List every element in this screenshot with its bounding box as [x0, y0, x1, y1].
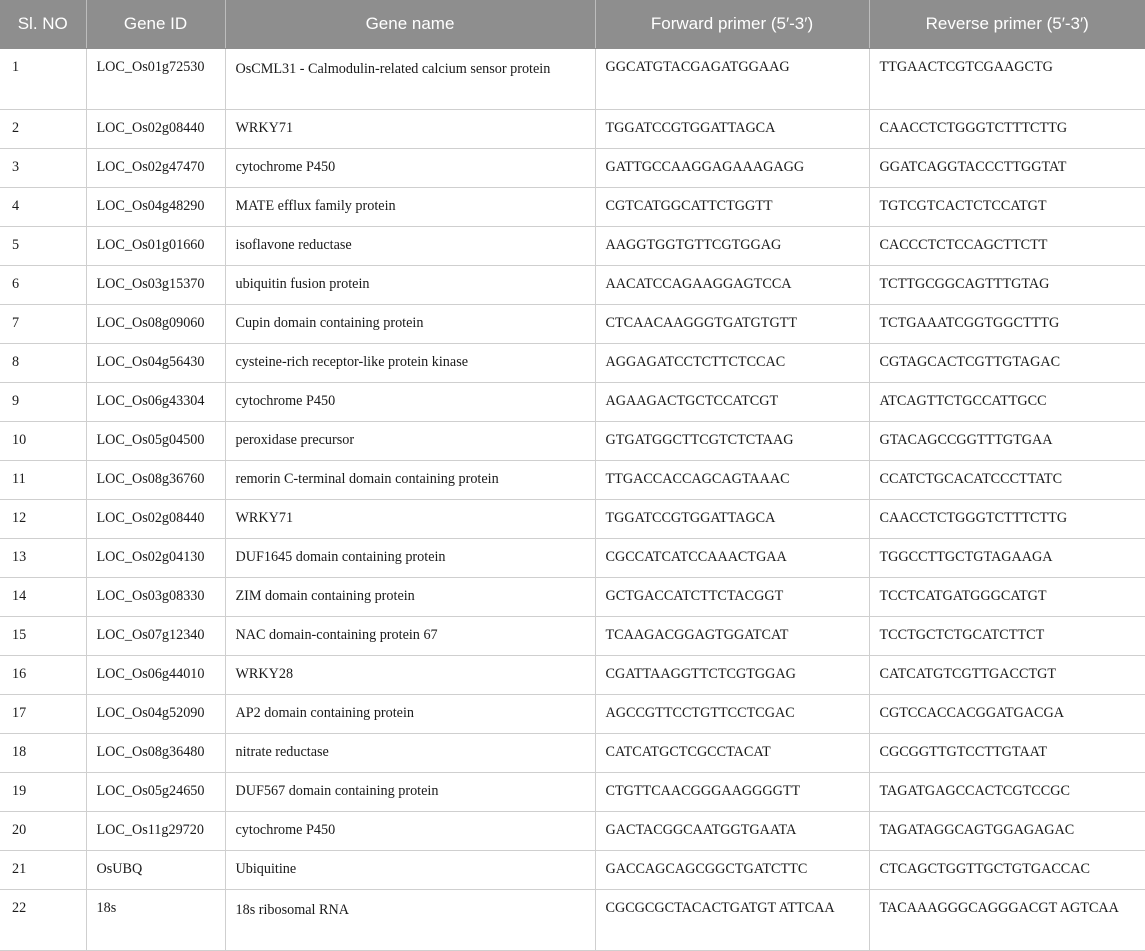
- gene-id-cell: [86, 578, 225, 617]
- reverse-primer-text: GGATCAGGTACCCTTGGTAT: [879, 159, 1067, 175]
- forward-primer-text: CATCATGCTCGCCTACAT: [605, 744, 771, 760]
- gene-id-text: LOC_Os03g15370: [96, 276, 205, 292]
- reverse-primer-cell: [869, 851, 1145, 890]
- gene-id-text: LOC_Os02g08440: [96, 510, 205, 526]
- gene-id-text: LOC_Os11g29720: [96, 822, 204, 838]
- reverse-primer-text: TGGCCTTGCTGTAGAAGA: [879, 549, 1053, 565]
- gene-name-text: ZIM domain containing protein: [235, 588, 415, 604]
- reverse-primer-cell: [869, 422, 1145, 461]
- forward-primer-text: TTGACCACCAGCAGTAAAC: [605, 471, 790, 487]
- sl-no-cell: [0, 890, 86, 951]
- forward-primer-cell: [595, 149, 869, 188]
- reverse-primer-text: ATCAGTTCTGCCATTGCC: [879, 393, 1047, 409]
- gene-name-text: NAC domain-containing protein 67: [235, 627, 438, 643]
- sl-no-text: 8: [12, 354, 20, 370]
- gene-id-cell: [86, 539, 225, 578]
- gene-id-cell: [86, 188, 225, 227]
- gene-id-text: LOC_Os01g01660: [96, 237, 205, 253]
- reverse-primer-cell: [869, 227, 1145, 266]
- gene-name-cell: [225, 461, 595, 500]
- gene-name-cell: [225, 617, 595, 656]
- reverse-primer-text: CGTCCACCACGGATGACGA: [879, 705, 1064, 721]
- forward-primer-cell: [595, 266, 869, 305]
- gene-name-cell: [225, 422, 595, 461]
- reverse-primer-cell: [869, 266, 1145, 305]
- reverse-primer-cell: [869, 305, 1145, 344]
- forward-primer-cell: [595, 890, 869, 951]
- sl-no-text: 20: [12, 822, 27, 838]
- reverse-primer-cell: [869, 344, 1145, 383]
- forward-primer-cell: [595, 734, 869, 773]
- table-row: [0, 773, 1145, 812]
- reverse-primer-cell: [869, 110, 1145, 149]
- reverse-primer-cell: [869, 49, 1145, 110]
- gene-name-text: ubiquitin fusion protein: [235, 276, 370, 292]
- reverse-primer-text: TAGATAGGCAGTGGAGAGAC: [879, 822, 1075, 838]
- gene-name-text: AP2 domain containing protein: [235, 705, 415, 721]
- sl-no-cell: [0, 383, 86, 422]
- gene-name-cell: [225, 851, 595, 890]
- forward-primer-text: GATTGCCAAGGAGAAAGAGG: [605, 159, 805, 175]
- gene-name-text: remorin C-terminal domain containing protein: [235, 471, 499, 487]
- table-row: [0, 851, 1145, 890]
- forward-primer-cell: [595, 49, 869, 110]
- forward-primer-text: AGAAGACTGCTCCATCGT: [605, 393, 779, 409]
- sl-no-cell: [0, 656, 86, 695]
- header-reverse-primer: Reverse primer (5′-3′): [869, 0, 1145, 49]
- sl-no-cell: [0, 344, 86, 383]
- sl-no-text: 13: [12, 549, 27, 565]
- gene-id-text: LOC_Os02g04130: [96, 549, 205, 565]
- forward-primer-text: AGGAGATCCTCTTCTCCAC: [605, 354, 786, 370]
- gene-id-text: LOC_Os06g44010: [96, 666, 205, 682]
- sl-no-cell: [0, 695, 86, 734]
- forward-primer-cell: [595, 851, 869, 890]
- forward-primer-text: TGGATCCGTGGATTAGCA: [605, 510, 776, 526]
- sl-no-cell: [0, 422, 86, 461]
- forward-primer-text: CTGTTCAACGGGAAGGGGTT: [605, 783, 801, 799]
- gene-id-cell: [86, 617, 225, 656]
- reverse-primer-text: CGCGGTTGTCCTTGTAAT: [879, 744, 1048, 760]
- reverse-primer-text: TCTTGCGGCAGTTTGTAG: [879, 276, 1050, 292]
- reverse-primer-text: CAACCTCTGGGTCTTTCTTG: [879, 120, 1068, 136]
- forward-primer-cell: [595, 656, 869, 695]
- gene-id-cell: [86, 500, 225, 539]
- gene-id-text: OsUBQ: [96, 861, 143, 877]
- gene-name-text: Cupin domain containing protein: [235, 315, 424, 331]
- gene-id-text: LOC_Os08g36480: [96, 744, 205, 760]
- sl-no-cell: [0, 773, 86, 812]
- reverse-primer-text: CATCATGTCGTTGACCTGT: [879, 666, 1057, 682]
- header-sl-no: Sl. NO: [0, 0, 86, 49]
- table-row: [0, 383, 1145, 422]
- gene-name-text: WRKY71: [235, 120, 294, 136]
- table-row: [0, 890, 1145, 951]
- gene-id-cell: [86, 383, 225, 422]
- reverse-primer-text: TCCTCATGATGGGCATGT: [879, 588, 1047, 604]
- gene-name-text: OsCML31 - Calmodulin-related calcium sensor protein: [235, 61, 551, 77]
- table-row: [0, 578, 1145, 617]
- sl-no-text: 19: [12, 783, 27, 799]
- reverse-primer-text: TGTCGTCACTCTCCATGT: [879, 198, 1047, 214]
- reverse-primer-cell: [869, 149, 1145, 188]
- table-row: [0, 812, 1145, 851]
- forward-primer-text: GACCAGCAGCGGCTGATCTTC: [605, 861, 808, 877]
- table-row: [0, 617, 1145, 656]
- sl-no-cell: [0, 188, 86, 227]
- forward-primer-cell: [595, 188, 869, 227]
- gene-name-text: WRKY28: [235, 666, 294, 682]
- gene-id-cell: [86, 461, 225, 500]
- gene-name-cell: [225, 578, 595, 617]
- gene-name-cell: [225, 734, 595, 773]
- gene-name-text: cytochrome P450: [235, 393, 336, 409]
- table-row: [0, 49, 1145, 110]
- reverse-primer-cell: [869, 500, 1145, 539]
- reverse-primer-cell: [869, 812, 1145, 851]
- reverse-primer-cell: [869, 617, 1145, 656]
- gene-name-cell: [225, 773, 595, 812]
- gene-id-cell: [86, 266, 225, 305]
- sl-no-cell: [0, 500, 86, 539]
- table-row: [0, 422, 1145, 461]
- gene-id-text: 18s: [96, 900, 117, 916]
- reverse-primer-text: CAACCTCTGGGTCTTTCTTG: [879, 510, 1068, 526]
- forward-primer-cell: [595, 110, 869, 149]
- forward-primer-text: CGCGCGCTACACTGATGT ATTCAA: [605, 900, 835, 916]
- table-row: [0, 539, 1145, 578]
- gene-id-cell: [86, 227, 225, 266]
- sl-no-cell: [0, 578, 86, 617]
- table-row: [0, 188, 1145, 227]
- gene-id-cell: [86, 773, 225, 812]
- gene-id-cell: [86, 695, 225, 734]
- sl-no-text: 14: [12, 588, 27, 604]
- reverse-primer-cell: [869, 734, 1145, 773]
- forward-primer-text: TGGATCCGTGGATTAGCA: [605, 120, 776, 136]
- gene-name-cell: [225, 266, 595, 305]
- forward-primer-cell: [595, 617, 869, 656]
- gene-name-text: Ubiquitine: [235, 861, 297, 877]
- gene-name-text: cytochrome P450: [235, 159, 336, 175]
- gene-name-text: peroxidase precursor: [235, 432, 355, 448]
- sl-no-cell: [0, 617, 86, 656]
- header-gene-name: Gene name: [225, 0, 595, 49]
- sl-no-text: 3: [12, 159, 20, 175]
- sl-no-cell: [0, 539, 86, 578]
- sl-no-cell: [0, 305, 86, 344]
- sl-no-text: 11: [12, 471, 26, 487]
- gene-id-cell: [86, 110, 225, 149]
- gene-id-cell: [86, 734, 225, 773]
- reverse-primer-cell: [869, 695, 1145, 734]
- reverse-primer-text: TTGAACTCGTCGAAGCTG: [879, 59, 1053, 75]
- gene-id-cell: [86, 49, 225, 110]
- reverse-primer-cell: [869, 578, 1145, 617]
- sl-no-text: 5: [12, 237, 20, 253]
- sl-no-cell: [0, 49, 86, 110]
- sl-no-cell: [0, 266, 86, 305]
- reverse-primer-cell: [869, 773, 1145, 812]
- gene-id-text: LOC_Os02g47470: [96, 159, 205, 175]
- forward-primer-text: CGATTAAGGTTCTCGTGGAG: [605, 666, 796, 682]
- sl-no-cell: [0, 812, 86, 851]
- gene-id-text: LOC_Os02g08440: [96, 120, 205, 136]
- gene-name-cell: [225, 656, 595, 695]
- forward-primer-text: CGCCATCATCCAAACTGAA: [605, 549, 787, 565]
- table-row: [0, 500, 1145, 539]
- reverse-primer-cell: [869, 383, 1145, 422]
- forward-primer-cell: [595, 500, 869, 539]
- gene-id-text: LOC_Os03g08330: [96, 588, 205, 604]
- reverse-primer-text: CACCCTCTCCAGCTTCTT: [879, 237, 1048, 253]
- table-row: [0, 266, 1145, 305]
- forward-primer-text: GACTACGGCAATGGTGAATA: [605, 822, 797, 838]
- gene-id-cell: [86, 890, 225, 951]
- forward-primer-cell: [595, 812, 869, 851]
- gene-id-text: LOC_Os05g24650: [96, 783, 205, 799]
- forward-primer-cell: [595, 695, 869, 734]
- reverse-primer-text: TCCTGCTCTGCATCTTCT: [879, 627, 1045, 643]
- reverse-primer-cell: [869, 890, 1145, 951]
- gene-id-text: LOC_Os04g52090: [96, 705, 205, 721]
- gene-name-cell: [225, 227, 595, 266]
- gene-name-text: WRKY71: [235, 510, 294, 526]
- gene-id-cell: [86, 656, 225, 695]
- reverse-primer-cell: [869, 188, 1145, 227]
- gene-name-cell: [225, 305, 595, 344]
- sl-no-text: 1: [12, 59, 20, 75]
- sl-no-cell: [0, 461, 86, 500]
- sl-no-text: 7: [12, 315, 20, 331]
- sl-no-cell: [0, 110, 86, 149]
- gene-name-text: DUF1645 domain containing protein: [235, 549, 446, 565]
- gene-name-text: cysteine-rich receptor-like protein kinase: [235, 354, 469, 370]
- sl-no-cell: [0, 149, 86, 188]
- gene-name-text: 18s ribosomal RNA: [235, 902, 349, 918]
- gene-name-text: MATE efflux family protein: [235, 198, 396, 214]
- table-row: [0, 461, 1145, 500]
- forward-primer-text: CGTCATGGCATTCTGGTT: [605, 198, 773, 214]
- sl-no-text: 21: [12, 861, 27, 877]
- sl-no-cell: [0, 227, 86, 266]
- forward-primer-text: AACATCCAGAAGGAGTCCA: [605, 276, 792, 292]
- forward-primer-text: CTCAACAAGGGTGATGTGTT: [605, 315, 798, 331]
- gene-name-cell: [225, 890, 595, 951]
- reverse-primer-text: TACAAAGGGCAGGGACGT AGTCAA: [879, 900, 1119, 916]
- sl-no-text: 18: [12, 744, 27, 760]
- gene-name-cell: [225, 110, 595, 149]
- forward-primer-cell: [595, 383, 869, 422]
- table-row: [0, 656, 1145, 695]
- gene-id-cell: [86, 851, 225, 890]
- forward-primer-cell: [595, 422, 869, 461]
- gene-id-text: LOC_Os08g36760: [96, 471, 205, 487]
- sl-no-text: 2: [12, 120, 20, 136]
- gene-name-cell: [225, 344, 595, 383]
- reverse-primer-text: CTCAGCTGGTTGCTGTGACCAC: [879, 861, 1090, 877]
- gene-name-text: isoflavone reductase: [235, 237, 352, 253]
- gene-name-cell: [225, 49, 595, 110]
- gene-id-text: LOC_Os04g48290: [96, 198, 205, 214]
- gene-name-cell: [225, 812, 595, 851]
- reverse-primer-text: TCTGAAATCGGTGGCTTTG: [879, 315, 1060, 331]
- table-row: [0, 110, 1145, 149]
- header-row: [0, 0, 1145, 49]
- header-forward-primer: Forward primer (5′-3′): [595, 0, 869, 49]
- gene-id-cell: [86, 812, 225, 851]
- gene-id-cell: [86, 305, 225, 344]
- gene-name-text: cytochrome P450: [235, 822, 336, 838]
- gene-id-text: LOC_Os01g72530: [96, 59, 205, 75]
- reverse-primer-text: CGTAGCACTCGTTGTAGAC: [879, 354, 1061, 370]
- sl-no-text: 10: [12, 432, 27, 448]
- table-row: [0, 695, 1145, 734]
- forward-primer-text: GGCATGTACGAGATGGAAG: [605, 59, 790, 75]
- table-row: [0, 149, 1145, 188]
- gene-name-cell: [225, 149, 595, 188]
- forward-primer-text: GTGATGGCTTCGTCTCTAAG: [605, 432, 794, 448]
- gene-name-cell: [225, 500, 595, 539]
- gene-id-text: LOC_Os04g56430: [96, 354, 205, 370]
- gene-name-cell: [225, 188, 595, 227]
- forward-primer-cell: [595, 344, 869, 383]
- header-gene-id: Gene ID: [86, 0, 225, 49]
- gene-name-cell: [225, 383, 595, 422]
- gene-name-cell: [225, 695, 595, 734]
- gene-id-cell: [86, 422, 225, 461]
- sl-no-cell: [0, 851, 86, 890]
- forward-primer-cell: [595, 461, 869, 500]
- gene-id-text: LOC_Os07g12340: [96, 627, 205, 643]
- gene-id-text: LOC_Os05g04500: [96, 432, 205, 448]
- sl-no-text: 12: [12, 510, 27, 526]
- gene-id-text: LOC_Os08g09060: [96, 315, 205, 331]
- table-row: [0, 305, 1145, 344]
- gene-id-cell: [86, 344, 225, 383]
- table-row: [0, 227, 1145, 266]
- gene-id-text: LOC_Os06g43304: [96, 393, 205, 409]
- reverse-primer-cell: [869, 656, 1145, 695]
- forward-primer-cell: [595, 305, 869, 344]
- reverse-primer-text: TAGATGAGCCACTCGTCCGC: [879, 783, 1070, 799]
- table-row: [0, 734, 1145, 773]
- sl-no-text: 17: [12, 705, 27, 721]
- gene-id-cell: [86, 149, 225, 188]
- sl-no-text: 6: [12, 276, 20, 292]
- sl-no-cell: [0, 734, 86, 773]
- forward-primer-text: GCTGACCATCTTCTACGGT: [605, 588, 784, 604]
- sl-no-text: 22: [12, 900, 27, 916]
- forward-primer-text: AAGGTGGTGTTCGTGGAG: [605, 237, 782, 253]
- forward-primer-cell: [595, 539, 869, 578]
- forward-primer-cell: [595, 578, 869, 617]
- forward-primer-text: AGCCGTTCCTGTTCCTCGAC: [605, 705, 795, 721]
- forward-primer-cell: [595, 227, 869, 266]
- reverse-primer-text: GTACAGCCGGTTTGTGAA: [879, 432, 1053, 448]
- gene-name-text: DUF567 domain containing protein: [235, 783, 439, 799]
- sl-no-text: 4: [12, 198, 20, 214]
- reverse-primer-cell: [869, 461, 1145, 500]
- sl-no-text: 16: [12, 666, 27, 682]
- forward-primer-cell: [595, 773, 869, 812]
- sl-no-text: 15: [12, 627, 27, 643]
- reverse-primer-cell: [869, 539, 1145, 578]
- gene-name-cell: [225, 539, 595, 578]
- reverse-primer-text: CCATCTGCACATCCCTTATC: [879, 471, 1063, 487]
- gene-name-text: nitrate reductase: [235, 744, 329, 760]
- forward-primer-text: TCAAGACGGAGTGGATCAT: [605, 627, 789, 643]
- sl-no-text: 9: [12, 393, 20, 409]
- table-row: [0, 344, 1145, 383]
